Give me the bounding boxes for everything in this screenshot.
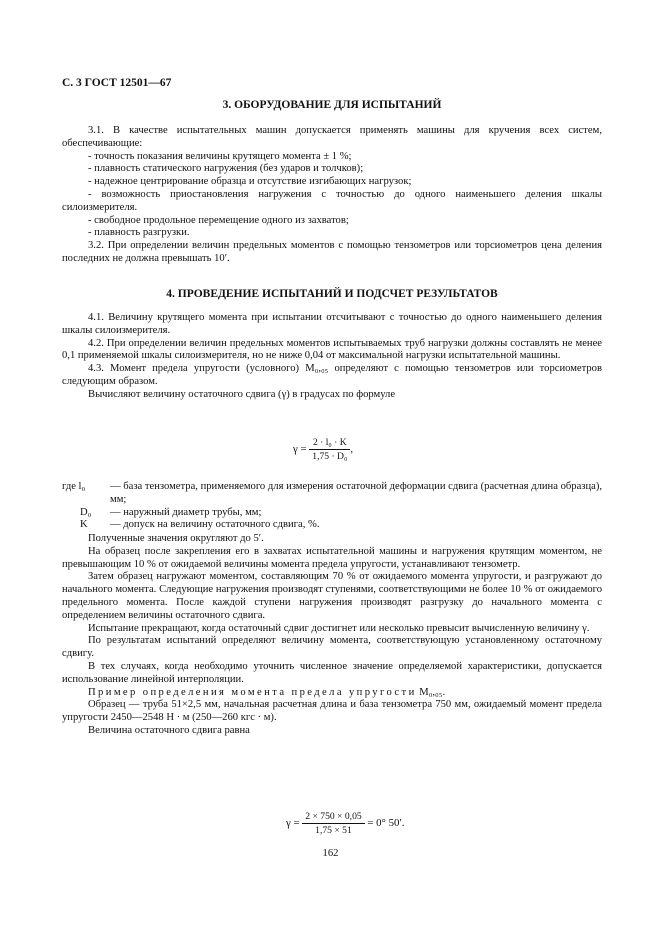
formula-denominator: 1,75 · D₀ bbox=[312, 451, 348, 462]
where-symbol: K bbox=[80, 519, 88, 531]
section-4-title: 4. ПРОВЕДЕНИЕ ИСПЫТАНИЙ И ПОДСЧЕТ РЕЗУЛЬТАТОВ bbox=[166, 288, 498, 300]
paragraph-4-1: 4.1. Величину крутящего момента при испытании отсчитывают с точностью до одного наименьшего деления шкалы силоизмерителя. bbox=[62, 312, 602, 336]
section-3-body bbox=[62, 125, 602, 266]
paragraph-c: Испытание прекращают, когда остаточный сдвиг достигнет или несколько превысит вычисленную величину γ. bbox=[88, 622, 590, 634]
paragraph-f: Образец — труба 51×2,5 мм, начальная расчетная длина и база тензометра 750 мм, ожидаемый момент предела упругости 2450—2548 Н · м (250—260 кгс · м). bbox=[62, 699, 602, 724]
formula-denominator: 1,75 × 51 bbox=[315, 825, 352, 836]
formula-gamma bbox=[293, 437, 353, 462]
paragraph-a: На образец после закрепления его в захватах испытательной машины и нагружения крутящим моментом, не превышающим 10 % от ожидаемой величины момента предела упругости, устанавливают тензометр. bbox=[62, 545, 602, 570]
formula-fraction bbox=[302, 811, 364, 836]
where-symbol: где l₀ bbox=[62, 481, 86, 492]
section-4-body-top bbox=[62, 312, 602, 402]
list-item: - плавность разгрузки. bbox=[88, 227, 190, 239]
page-number: 162 bbox=[322, 848, 339, 859]
where-text: — база тензометра, применяемого для измерения остаточной деформации сдвига (расчетная длина образца), мм; bbox=[110, 481, 602, 505]
formula-rhs: = 0° 50ʹ. bbox=[367, 816, 405, 829]
where-item bbox=[62, 519, 602, 532]
formula-example bbox=[286, 811, 404, 836]
paragraph-3-2: 3.2. При определении величин предельных моментов с помощью тензометров или торсиометров цена деления последних не должна превышать 10ʹ. bbox=[62, 240, 602, 264]
formula-lhs: γ = bbox=[293, 442, 307, 455]
paragraph-3-1: 3.1. В качестве испытательных машин допускается применять машины для кручения всех систем, обеспечивающие: bbox=[62, 125, 602, 149]
paragraph-example bbox=[62, 687, 602, 700]
paragraph-round: Полученные значения округляют до 5ʹ. bbox=[88, 533, 264, 544]
paragraph-b: Затем образец нагружают моментом, составляющим 70 % от ожидаемого момента упругости, и разгружают до начального момента. Следующие нагружения производят ступенями, соответствующими не более 10 % от ожидаемого предельного момента. После каждой ступени нагружения производят разгрузку до начального момента с определением величины остаточного сдвига. bbox=[62, 571, 602, 621]
formula-lhs: γ = bbox=[286, 816, 300, 829]
section-3-title: 3. ОБОРУДОВАНИЕ ДЛЯ ИСПЫТАНИЙ bbox=[222, 99, 442, 111]
list-item: - возможность приостановления нагружения с точностью до одного наименьшего деления шкалы силоизмерителя. bbox=[62, 188, 602, 213]
formula-numerator: 2 · l₀ · K bbox=[309, 437, 350, 450]
paragraph-d: По результатам испытаний определяют величину момента, соответствующую установленному остаточному сдвигу. bbox=[62, 635, 602, 660]
paragraph-4-2: 4.2. При определении величин предельных моментов испытываемых труб нагрузки должны составлять не менее 0,1 применяемой шкалы силоизмерителя, но не ниже 0,04 от максимальной нагрузки испытательной машины. bbox=[62, 337, 602, 362]
section-4-body-bottom bbox=[62, 533, 602, 738]
paragraph-g: Величина остаточного сдвига равна bbox=[88, 724, 250, 736]
list-item: - плавность статического нагружения (без ударов и толчков); bbox=[88, 163, 364, 175]
where-symbol: D₀ bbox=[80, 506, 92, 518]
where-text: — допуск на величину остаточного сдвига, %. bbox=[110, 519, 320, 531]
page-header: С. 3 ГОСТ 12501—67 bbox=[62, 77, 172, 89]
list-item: - точность показания величины крутящего момента ± 1 %; bbox=[88, 150, 352, 162]
paragraph-e: В тех случаях, когда необходимо уточнить численное значение определяемой характеристики, допускается использование линейной интерполяции. bbox=[62, 660, 602, 685]
where-item bbox=[62, 507, 602, 520]
formula-tail: , bbox=[350, 442, 354, 455]
paragraph-calc-intro: Вычисляют величину остаточного сдвига (γ) в градусах по формуле bbox=[88, 388, 396, 400]
list-item: - надежное центрирование образца и отсутствие изгибающих нагрузок; bbox=[88, 176, 412, 188]
formula-fraction bbox=[309, 437, 350, 462]
paragraph-4-3: 4.3. Момент предела упругости (условного) M₀,₀₅ определяют с помощью тензометров или торсиометров следующим образом. bbox=[62, 363, 602, 387]
where-text: — наружный диаметр трубы, мм; bbox=[110, 506, 262, 518]
example-symbol: M₀,₀₅. bbox=[419, 686, 446, 698]
where-list bbox=[62, 481, 602, 532]
formula-numerator: 2 × 750 × 0,05 bbox=[302, 811, 364, 824]
list-item: - свободное продольное перемещение одного из захватов; bbox=[88, 214, 349, 226]
where-item bbox=[62, 481, 602, 507]
example-title: Пример определения момента предела упругости bbox=[88, 686, 417, 698]
